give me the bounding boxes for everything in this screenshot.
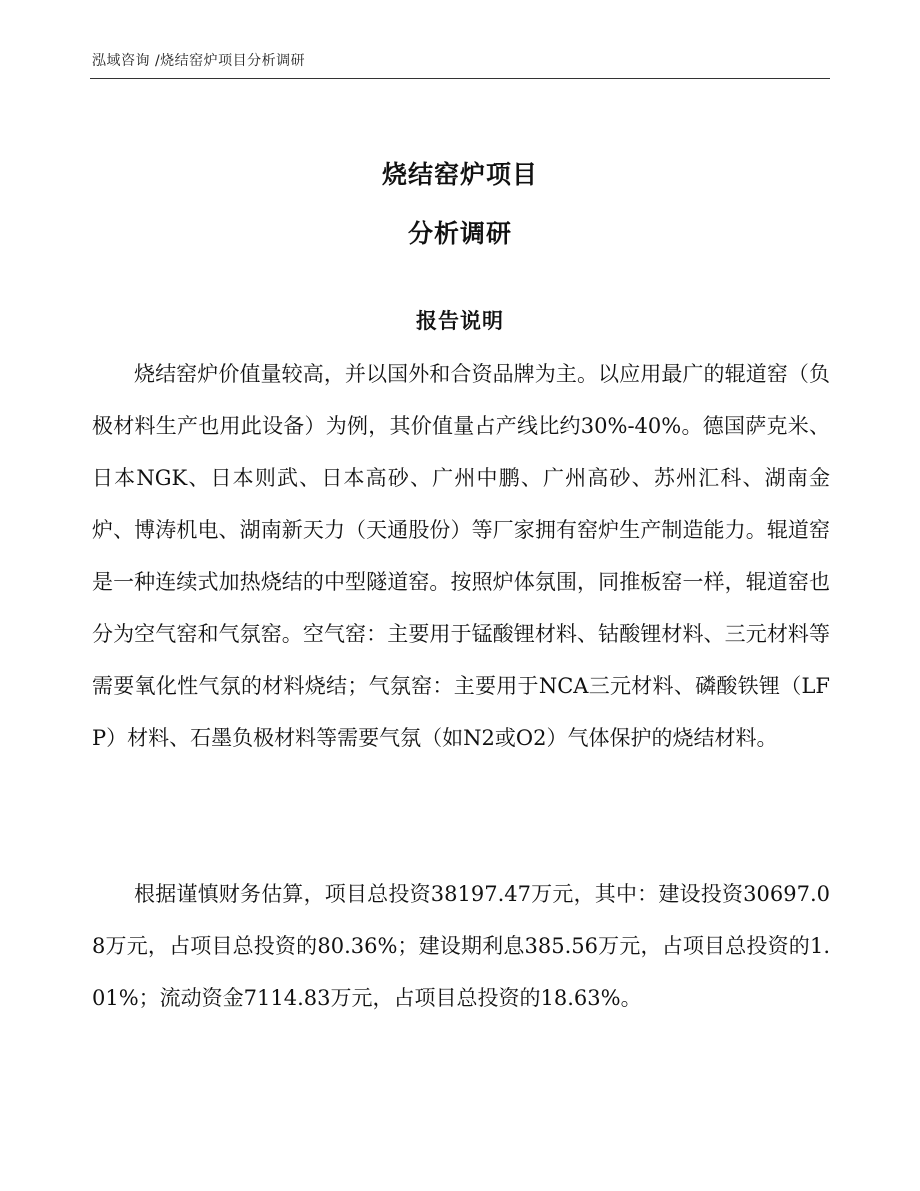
body-paragraph-1: 烧结窑炉价值量较高，并以国外和合资品牌为主。以应用最广的辊道窑（负极材料生产也用此设备）为例，其价值量占产线比约30%-40%。德国萨克米、日本NGK、日本则武、日本高砂、广州中鹏、广州高砂、苏州汇科、湖南金炉、博涛机电、湖南新天力（天通股份）等厂家拥有窑炉生产制造能力。辊道窑是一种连续式加热烧结的中型隧道窑。按照炉体氛围，同推板窑一样，辊道窑也分为空气窑和气氛窑。空气窑：主要用于锰酸锂材料、钴酸锂材料、三元材料等需要氧化性气氛的材料烧结；气氛窑：主要用于NCA三元材料、磷酸铁锂（LFP）材料、石墨负极材料等需要气氛（如N2或O2）气体保护的烧结材料。 [92, 362, 830, 750]
document-title-line-1: 烧结窑炉项目 [381, 160, 538, 189]
page-header: 泓域咨询 /烧结窑炉项目分析调研 [92, 53, 306, 69]
body-paragraph-2: 根据谨慎财务估算，项目总投资38197.47万元，其中：建设投资30697.08万元，占项目总投资的80.36%；建设期利息385.56万元，占项目总投资的1.01%；流动资金7114.83万元，占项目总投资的18.63%。 [92, 882, 830, 1010]
section-heading: 报告说明 [416, 309, 504, 333]
header-divider [90, 78, 830, 79]
document-title-line-2: 分析调研 [407, 219, 512, 248]
